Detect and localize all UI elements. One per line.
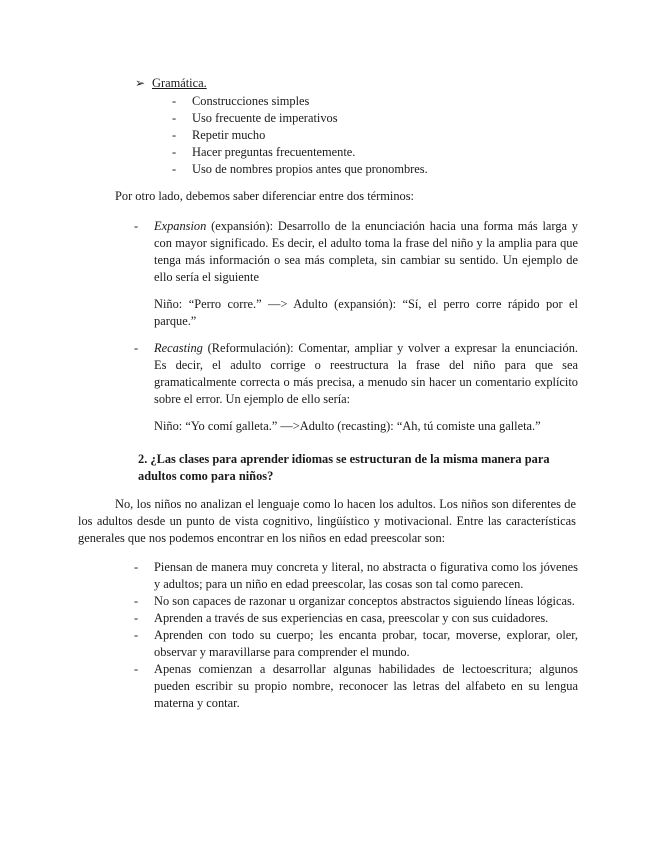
grammar-list (172, 93, 428, 178)
list-item-text: Aprenden a través de sus experiencias en casa, preescolar y con sus cuidadores. (154, 611, 549, 625)
list-item-text: No son capaces de razonar u organizar conceptos abstractos siguiendo líneas lógicas. (154, 594, 575, 608)
term-name: Recasting (154, 341, 203, 355)
list-item (172, 161, 428, 178)
list-item (134, 661, 578, 712)
list-item-text: Apenas comienzan a desarrollar algunas habilidades de lectoescritura; algunos pueden escribir su propio nombre, reconocer las letras del alfabeto en su lengua materna y contar. (154, 662, 578, 710)
list-item (172, 127, 428, 144)
section-heading (88, 451, 588, 485)
list-item (172, 110, 428, 127)
dash-bullet: - (172, 94, 177, 108)
list-item-text: Piensan de manera muy concreta y literal, no abstracta o figurativa como los jóvenes y adultos; para un niño en edad preescolar, las cosas son tal como parecen. (154, 560, 578, 591)
dash-bullet: - (172, 111, 177, 125)
dash-bullet: - (172, 162, 177, 176)
list-item-text: Uso de nombres propios antes que pronombres. (192, 162, 428, 176)
list-item-text: Repetir mucho (192, 128, 266, 142)
list-item (172, 144, 428, 161)
term-description: (expansión): Desarrollo de la enunciación hacia una forma más larga y con mayor significado. Es decir, el adulto toma la frase del niño y la amplia para que tenga más información o sea más completa, sin cambiar su sentido. Un ejemplo de ello sería el siguiente (154, 219, 578, 284)
list-item (134, 593, 578, 610)
list-item (134, 627, 578, 661)
section-heading-text: 2. ¿Las clases para aprender idiomas se estructuran de la misma manera para adultos como para niños? (138, 452, 550, 483)
dash-bullet: - (134, 662, 139, 676)
example-expansion: Niño: “Perro corre.” —> Adulto (expansión): “Sí, el perro corre rápido por el parque.” (154, 297, 578, 328)
list-item-text: Hacer preguntas frecuentemente. (192, 145, 356, 159)
dash-bullet: - (134, 341, 139, 355)
term-name: Expansion (154, 219, 207, 233)
dash-bullet: - (172, 128, 177, 142)
grammar-title: Gramática. (152, 76, 207, 90)
list-item (134, 610, 578, 627)
dash-bullet: - (134, 219, 139, 233)
example-recasting: Niño: “Yo comí galleta.” —>Adulto (recasting): “Ah, tú comiste una galleta.” (154, 419, 541, 433)
characteristics-list (134, 559, 578, 712)
intro-paragraph: Por otro lado, debemos saber diferenciar entre dos términos: (115, 189, 415, 203)
list-item-text: Aprenden con todo su cuerpo; les encanta probar, tocar, moverse, explorar, oler, observar y maravillarse para comprender el mundo. (154, 628, 578, 659)
section-paragraph: No, los niños no analizan el lenguaje como lo hacen los adultos. Los niños son diferentes de los adultos desde un punto de vista cognitivo, lingüístico y motivacional. Entre las características generales que nos podemos encontrar en los niños en edad preescolar son: (78, 497, 576, 545)
dash-bullet: - (134, 560, 139, 574)
list-item-text: Construcciones simples (192, 94, 310, 108)
term-description: (Reformulación): Comentar, ampliar y volver a expresar la enunciación. Es decir, el adulto corrige o reestructura la frase del niño para que sea gramaticalmente correcta o más precisa, a menudo sin hacer un comentario explícito sobre el error. Un ejemplo de ello sería: (154, 341, 578, 406)
list-item (134, 559, 578, 593)
dash-bullet: - (134, 628, 139, 642)
list-item (172, 93, 428, 110)
dash-bullet: - (134, 611, 139, 625)
list-item-text: Uso frecuente de imperativos (192, 111, 338, 125)
dash-bullet: - (134, 594, 139, 608)
term-definition (154, 218, 578, 286)
dash-bullet: - (172, 145, 177, 159)
term-definition (154, 340, 578, 408)
arrow-bullet-icon: ➢ (135, 76, 146, 90)
